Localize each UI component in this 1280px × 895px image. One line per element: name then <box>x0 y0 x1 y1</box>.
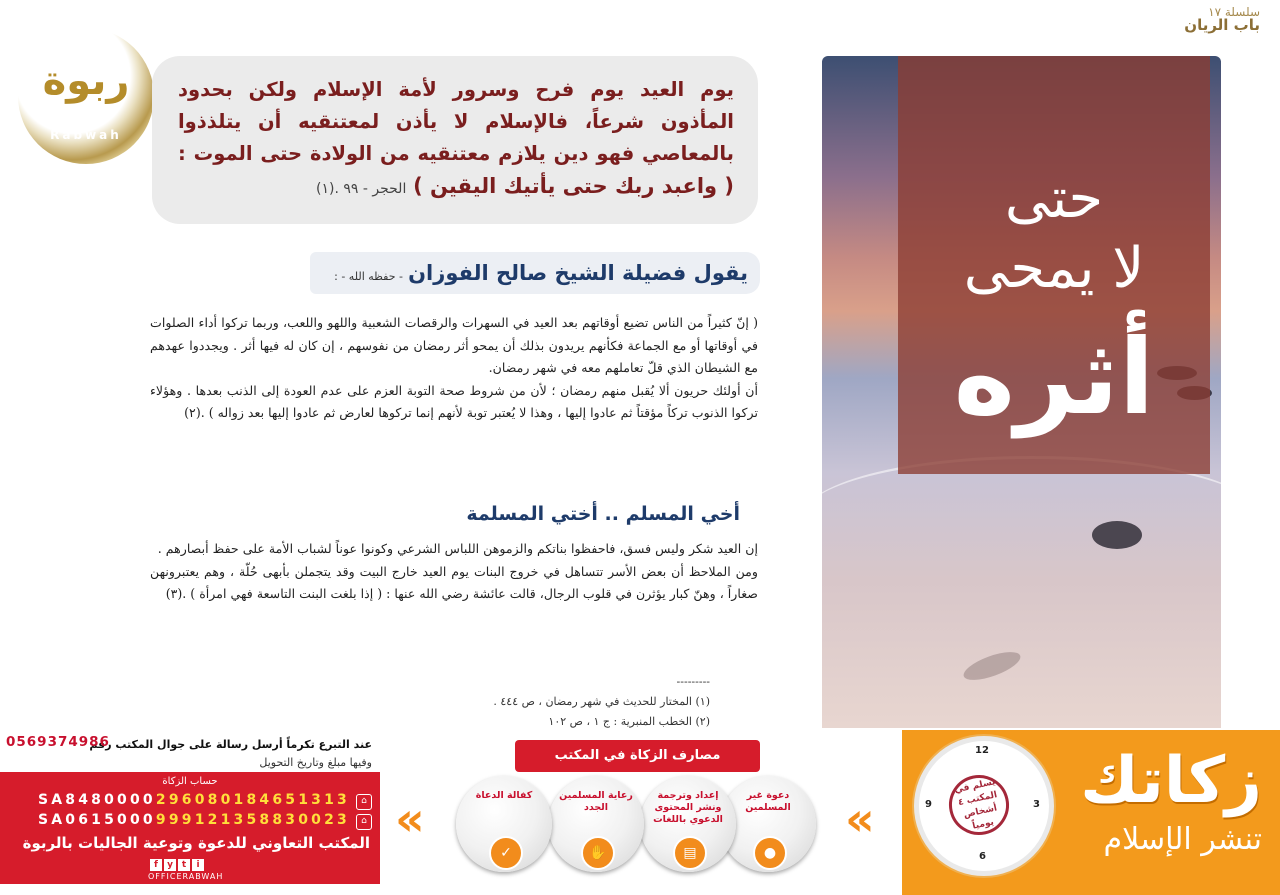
office-phone[interactable]: 0569374986 <box>6 734 110 750</box>
contact-header <box>0 730 380 772</box>
title-box <box>898 56 1210 474</box>
title-line-1: حتى <box>1004 166 1104 231</box>
social-icons <box>150 859 206 871</box>
channel-label: دعوة غير المسلمين <box>745 790 791 813</box>
hand-icon: ✋ <box>581 836 615 870</box>
chevron-left-icon: « <box>395 792 425 846</box>
quote-body <box>150 312 758 425</box>
clock-number: 12 <box>975 745 989 756</box>
footprint-shape <box>960 646 1023 685</box>
quote-paragraph-2: أن أولئك حريون ألا يُقبل منهم رمضان ؛ لأن من شروط صحة التوبة العزم على عدم العودة إلى الذنب بعدها . وهؤلاء تركوا الذنوب تركاً مؤقتاً ثم عادوا إليها ، وهذا لا يُعتبر توبة لأنهم إنما تركوها لعارض ثم عادوا إليها بعد زواله ) .(٢) <box>150 382 758 420</box>
zakat-subtitle: تنشر الإسلام <box>1103 822 1262 857</box>
facebook-icon[interactable]: f <box>150 859 162 871</box>
sms-instruction: عند التبرع تكرماً أرسل رسالة على جوال المكتب رقم <box>89 738 372 751</box>
footnotes <box>470 672 710 732</box>
bank-panel <box>0 772 380 884</box>
title-line-3: أثره <box>953 316 1155 438</box>
pledge-icon: ✓ <box>489 836 523 870</box>
book-icon: ▤ <box>673 836 707 870</box>
verse-reference: الحجر - ٩٩ .(١) <box>316 181 407 197</box>
clock-number: 3 <box>1033 799 1040 810</box>
quran-verse: ( واعبد ربك حتى يأتيك اليقين ) <box>413 174 734 198</box>
intro-paragraph: يوم العيد يوم فرح وسرور لأمة الإسلام ولكن بحدود المأذون شرعاً، فالإسلام لا يأذن لمعتنقيه أن يتلذذوا بالمعاصي فهو دين يلازم معتنقيه من الولادة حتى الموت : <box>178 78 734 165</box>
channel-label: كفالة الدعاة <box>475 790 533 801</box>
channel-sponsor-preachers <box>456 776 552 872</box>
iban-1-number: 296080184651313 <box>155 792 350 808</box>
twitter-icon[interactable]: t <box>178 859 190 871</box>
clock-number: 6 <box>979 851 986 862</box>
intro-text <box>178 74 734 205</box>
logo-latin: Rabwah <box>50 128 122 142</box>
clock-number: 9 <box>925 799 932 810</box>
iban-2-prefix: SA0615000 <box>37 812 156 828</box>
channel-label: إعداد وترجمة ونشر المحتوى الدعوي باللغات <box>653 790 723 825</box>
social-handle: OFFICERABWAH <box>148 872 224 881</box>
footnote-2: (٢) الخطب المنبرية : ج ١ ، ص ١٠٢ <box>548 715 710 728</box>
wave-shape <box>822 456 1221 579</box>
iban-2-number: 999121358830023 <box>155 812 350 828</box>
intro-box <box>152 56 758 224</box>
footnote-1: (١) المختار للحديث في شهر رمضان ، ص ٤٤٤ . <box>493 695 710 708</box>
person-icon: ● <box>753 836 787 870</box>
brother-sister-heading: أخي المسلم .. أختي المسلمة <box>466 503 740 525</box>
advice-paragraph-2: ومن الملاحظ أن بعض الأسر تتساهل في خروج البنات يوم العيد خارج البيت وقد يتجملن بأبهى حُلّة ، وهم يعتبرونهن صغاراً ، وهنّ كبار يؤثرن في قلوب الرجال، قالت عائشة رضي الله عنها : ( إذا بلغت البنت التاسعة فهي امرأة ) .(٣) <box>150 563 758 601</box>
chevron-left-icon: « <box>845 792 875 846</box>
rock-shape <box>1092 521 1142 549</box>
iban-1[interactable] <box>0 792 350 808</box>
bank-icon: ⌂ <box>356 794 372 810</box>
series-number: سلسلة ١٧ <box>1208 5 1260 19</box>
stamp: يسلم في المكتب ٤ أشخاص يومياً <box>943 769 1014 840</box>
logo-arabic: ربوة <box>42 58 130 104</box>
zakat-word: زكاتك <box>1080 744 1262 818</box>
series-name: باب الريان <box>1184 16 1260 34</box>
advice-paragraph-1: إن العيد شكر وليس فسق، فاحفظوا بناتكم والزموهن اللباس الشرعي وكونوا عوناً لشباب الأمة على حفظ أبصارهم . <box>157 541 758 556</box>
channels-title: مصارف الزكاة في المكتب <box>515 740 760 772</box>
instagram-icon[interactable]: i <box>192 859 204 871</box>
channel-label: رعاية المسلمين الجدد <box>559 790 633 813</box>
series-logo <box>1140 6 1260 46</box>
channel-translation <box>640 776 736 872</box>
footnote-separator: --------- <box>676 675 710 688</box>
speaker-honorific: - حفظه الله - : <box>334 270 404 283</box>
donation-contact-box <box>0 730 380 880</box>
title-line-2: لا يمحى <box>963 236 1145 301</box>
account-title: حساب الزكاة <box>162 776 218 787</box>
iban-2[interactable] <box>0 812 350 828</box>
rabwah-logo <box>18 28 154 164</box>
office-name: المكتب التعاوني للدعوة وتوعية الجاليات بالربوة <box>22 834 370 852</box>
iban-1-prefix: SA8480000 <box>37 792 156 808</box>
advice-body <box>150 538 758 606</box>
sms-details: وفيها مبلغ وتاريخ التحويل <box>259 756 372 769</box>
speaker-heading <box>310 252 760 294</box>
zakat-banner <box>902 730 1280 895</box>
clock-icon <box>914 736 1054 876</box>
quote-paragraph-1: ( إنّ كثيراً من الناس تضيع أوقاتهم بعد العيد في السهرات والرقصات الشعبية واللهو واللعب، وربما تركوا أداء الصلوات في أوقاتها أو مع الجماعة فكأنهم يريدون بذلك أن يمحو أثر رمضان من نفوسهم ، إن كان له فيها أثر . ويجددوا عهدهم مع الشيطان الذي قلّ تعاملهم معه في شهر رمضان. <box>150 315 758 375</box>
speaker-name: يقول فضيلة الشيخ صالح الفوزان <box>408 261 748 285</box>
youtube-icon[interactable]: y <box>164 859 176 871</box>
bank-icon: ⌂ <box>356 814 372 830</box>
channel-new-muslims <box>548 776 644 872</box>
